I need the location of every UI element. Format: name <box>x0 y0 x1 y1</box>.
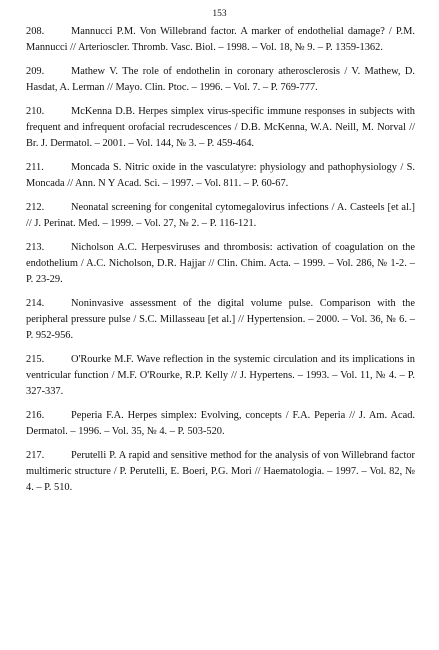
reference-text: Moncada S. Nitric oxide in the vasculatyre: physiology and pathophysiology / S. Moncada // Ann. N Y Acad. Sci. – 1997. – Vol. 811. – P. 60-67. <box>26 162 415 189</box>
reference-text: Peperia F.A. Herpes simplex: Evolving, concepts / F.A. Peperia // J. Am. Acad. Dermatol. – 1996. – Vol. 35, № 4. – P. 503-520. <box>26 410 415 437</box>
reference-text: Neonatal screening for congenital cytomegalovirus infections / A. Casteels [et al.] // J. Perinat. Med. – 1999. – Vol. 27, № 2. – P. 116-121. <box>26 202 415 229</box>
reference-number: 212. <box>26 202 45 213</box>
reference-text: Mathew V. The role of endothelin in coronary atherosclerosis / V. Mathew, D. Hasdat, A. Lerman // Mayo. Clin. Ptoc. – 1996. – Vol. 7. – P. 769-777. <box>26 66 415 93</box>
reference-number: 209. <box>26 66 45 77</box>
reference-item <box>26 448 415 496</box>
reference-text: Mannucci P.M. Von Willebrand factor. A marker of endothelial damage? / P.M. Mannucci // Arterioscler. Thromb. Vasc. Biol. – 1998. – Vol. 18, № 9. – P. 1359-1362. <box>26 26 415 53</box>
reference-list <box>26 24 415 504</box>
reference-item <box>26 352 415 400</box>
reference-text: O'Rourke M.F. Wave reflection in the systemic circulation and its implications in ventricular function / M.F. O'Rourke, R.P. Kelly // J. Hypertens. – 1993. – Vol. 11, № 4. – P. 327-337. <box>26 354 415 397</box>
reference-text: Noninvasive assessment of the digital volume pulse. Comparison with the peripheral pressure pulse / S.C. Millasseau [et al.] // Hypertension. – 2000. – Vol. 36, № 6. – P. 952-956. <box>26 298 415 341</box>
reference-number: 210. <box>26 106 45 117</box>
reference-item <box>26 104 415 152</box>
reference-number: 208. <box>26 26 45 37</box>
reference-item <box>26 240 415 288</box>
reference-number: 215. <box>26 354 45 365</box>
reference-number: 216. <box>26 410 45 421</box>
reference-item <box>26 24 415 56</box>
reference-number: 213. <box>26 242 45 253</box>
reference-item <box>26 408 415 440</box>
reference-item <box>26 296 415 344</box>
reference-number: 214. <box>26 298 45 309</box>
reference-text: Perutelli P. A rapid and sensitive method for the analysis of von Willebrand factor multimeric structure / P. Perutelli, E. Boeri, P.G. Mori // Haematologia. – 1997. – Vol. 82, № 4. – P. 510. <box>26 450 415 493</box>
reference-number: 217. <box>26 450 45 461</box>
page-number: 153 <box>212 9 227 19</box>
reference-text: McKenna D.B. Herpes simplex virus-specific immune responses in subjects with frequent and infrequent orofacial recrudescences / D.B. McKenna, W.A. Neill, M. Norval // Br. J. Dermatol. – 2001. – Vol. 144, № 3. – P. 459-464. <box>26 106 415 149</box>
reference-item <box>26 64 415 96</box>
reference-item <box>26 200 415 232</box>
reference-text: Nicholson A.C. Herpesviruses and thrombosis: activation of coagulation on the endothelium / A.C. Nicholson, D.R. Hajjar // Clin. Chim. Acta. – 1999. – Vol. 286, № 1-2. – P. 23-29. <box>26 242 415 285</box>
reference-item <box>26 160 415 192</box>
reference-number: 211. <box>26 162 44 173</box>
